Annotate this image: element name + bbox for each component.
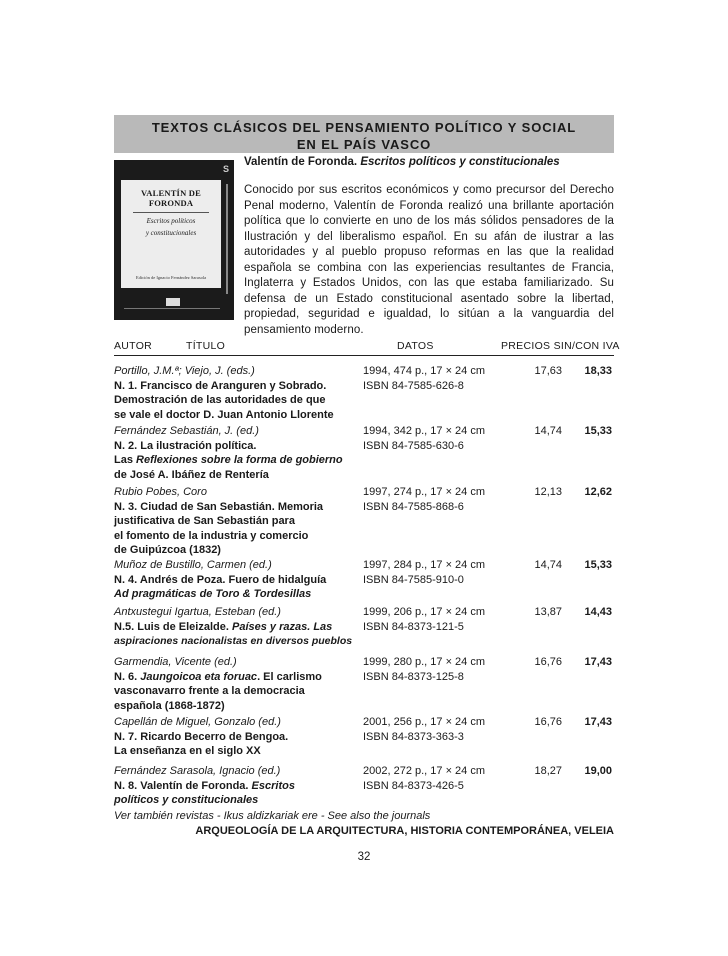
entry-info <box>114 485 359 558</box>
entry-datos <box>363 364 503 393</box>
entry-price-con-iva: 19,00 <box>584 765 612 777</box>
entry-datos <box>363 605 503 634</box>
entry-datos <box>363 485 503 514</box>
entry-title-line: se vale el doctor D. Juan Antonio Llorente <box>114 408 334 421</box>
entry-title-line: La enseñanza en el siglo XX <box>114 745 261 758</box>
entry-isbn: ISBN 84-7585-910-0 <box>363 573 464 586</box>
entry-title-part: N.5. Luis de Eleizalde. <box>114 620 232 633</box>
entry-title-line: de José A. Ibáñez de Rentería <box>114 468 269 481</box>
entry-edition: 1999, 206 p., 17 × 24 cm <box>363 606 486 618</box>
entry-title-line: española (1868-1872) <box>114 699 225 712</box>
cover-editor: Edición de Ignacio Fernández Sarasola <box>135 275 207 280</box>
entry-title-italic: Ad pragmáticas de Toro & Tordesillas <box>114 588 312 601</box>
entry-price-sin-iva: 16,76 <box>534 716 562 728</box>
entry-title-line: N. 7. Ricardo Becerro de Bengoa. <box>114 730 289 743</box>
entry-edition: 1999, 280 p., 17 × 24 cm <box>363 656 486 668</box>
entry-title-italic: Jaungoicoa eta foruac <box>140 670 258 683</box>
entry-info <box>114 424 359 482</box>
cover-subtitle-1: Escritos políticos <box>146 217 196 225</box>
entry-title-line <box>114 670 359 685</box>
entry-edition: 2001, 256 p., 17 × 24 cm <box>363 716 486 728</box>
cover-subtitle-2: y constitucionales <box>145 229 197 237</box>
entry-price-sin-iva: 18,27 <box>534 765 562 777</box>
entry-price-sin-iva: 14,74 <box>534 425 562 437</box>
entry-author: Fernández Sebastián, J. (ed.) <box>114 425 259 437</box>
entry-isbn: ISBN 84-8373-121-5 <box>363 620 464 633</box>
entry-price-sin-iva: 14,74 <box>534 559 562 571</box>
entry-datos <box>363 558 503 587</box>
entry-price-sin-iva: 13,87 <box>534 606 562 618</box>
column-datos: DATOS <box>397 340 434 352</box>
entry-title-line: N. 3. Ciudad de San Sebastián. Memoria <box>114 500 324 513</box>
entry-title-line: N. 4. Andrés de Poza. Fuero de hidalguía <box>114 573 327 586</box>
book-author: Valentín de Foronda. <box>244 156 358 168</box>
entry-title-part: N. 6. <box>114 670 141 683</box>
entry-info <box>114 655 359 713</box>
entry-title-line: N. 1. Francisco de Aranguren y Sobrado. <box>114 379 327 392</box>
entry-price-con-iva: 18,33 <box>584 365 612 377</box>
cover-footer-line <box>124 308 220 309</box>
entry-price-sin-iva: 16,76 <box>534 656 562 668</box>
entry-author: Portillo, J.M.ª; Viejo, J. (eds.) <box>114 365 255 377</box>
book-cover-image <box>114 160 234 320</box>
column-precios: PRECIOS SIN/CON IVA <box>501 340 620 352</box>
entry-info <box>114 364 359 422</box>
entry-datos <box>363 764 503 793</box>
entry-edition: 1997, 284 p., 17 × 24 cm <box>363 559 486 571</box>
entry-price-con-iva: 12,62 <box>584 486 612 498</box>
entry-title-line: vasconavarro frente a la democracia <box>114 685 305 698</box>
entry-title-line <box>114 620 359 635</box>
entry-isbn: ISBN 84-7585-626-8 <box>363 379 464 392</box>
cover-spine <box>223 164 231 314</box>
column-autor: AUTOR <box>114 340 153 352</box>
entry-price-con-iva: 15,33 <box>584 425 612 437</box>
entry-price-sin-iva: 12,13 <box>534 486 562 498</box>
entry-isbn: ISBN 84-8373-426-5 <box>363 779 464 792</box>
cover-spine-text <box>226 184 228 294</box>
entry-isbn: ISBN 84-8373-125-8 <box>363 670 464 683</box>
see-also-note: Ver también revistas - Ikus aldizkariak ere - See also the journals <box>114 810 431 822</box>
entry-title-line <box>114 793 359 808</box>
entry-title-italic: Escritos <box>251 779 295 792</box>
table-divider <box>114 355 614 356</box>
entry-price-con-iva: 17,43 <box>584 716 612 728</box>
entry-datos <box>363 715 503 744</box>
cover-publisher <box>124 304 220 310</box>
entry-isbn: ISBN 84-8373-363-3 <box>363 730 464 743</box>
entry-author: Muñoz de Bustillo, Carmen (ed.) <box>114 559 272 571</box>
entry-title-italic: Países y razas. Las <box>231 620 333 633</box>
entry-title-line: justificativa de San Sebastián para <box>114 515 295 528</box>
journals-list: ARQUEOLOGÍA DE LA ARQUITECTURA, HISTORIA CONTEMPORÁNEA, VELEIA <box>195 825 614 837</box>
book-heading <box>244 156 560 168</box>
entry-info <box>114 764 359 808</box>
cover-title: VALENTÍN DE FORONDA <box>141 188 201 208</box>
book-description: Conocido por sus escritos económicos y como precursor del Derecho Penal moderno, Valentín de Foronda realizó una brillante aportación política que lo convierte en uno de los más sólidos pensadores de la Ilustración y del liberalismo español. En su afán de ilustrar a las autoridades y al pueblo propuso reformas en las que la realidad española se combina con las experiencias resultantes de Francia, Inglaterra y Estados Unidos, con las que estaba familiarizado. Su defensa de un Estado constitucional asentado sobre la libertad, propiedad, seguridad e igualdad, lo sitúan a la vanguardia del pensamiento moderno. <box>244 184 614 336</box>
entry-title-italic: aspiraciones nacionalistas en diversos pueblos <box>114 635 353 648</box>
entry-edition: 2002, 272 p., 17 × 24 cm <box>363 765 486 777</box>
entry-author: Fernández Sarasola, Ignacio (ed.) <box>114 765 281 777</box>
entry-datos <box>363 655 503 684</box>
entry-edition: 1994, 474 p., 17 × 24 cm <box>363 365 486 377</box>
entry-title-line: el fomento de la industria y comercio <box>114 529 309 542</box>
entry-title-line: Demostración de las autoridades de que <box>114 394 326 407</box>
entry-title-line <box>114 453 359 468</box>
series-title-line-2: EN EL PAÍS VASCO <box>296 137 432 152</box>
entry-author: Capellán de Miguel, Gonzalo (ed.) <box>114 716 281 728</box>
entry-title-line: de Guipúzcoa (1832) <box>114 544 221 557</box>
cover-panel <box>121 180 221 288</box>
cover-rule <box>133 212 209 213</box>
entry-price-con-iva: 14,43 <box>584 606 612 618</box>
page-number: 32 <box>357 851 371 863</box>
entry-price-con-iva: 15,33 <box>584 559 612 571</box>
entry-price-sin-iva: 17,63 <box>534 365 562 377</box>
entry-title-part: . El carlismo <box>257 670 322 683</box>
series-header <box>114 115 614 153</box>
entry-title-part: Las <box>114 454 137 467</box>
entry-title-line <box>114 779 359 794</box>
publisher-logo-icon <box>166 298 180 306</box>
entry-title-line <box>114 587 359 602</box>
entry-title-line: N. 2. La ilustración política. <box>114 439 257 452</box>
entry-author: Antxustegui Igartua, Esteban (ed.) <box>114 606 281 618</box>
entry-edition: 1997, 274 p., 17 × 24 cm <box>363 486 486 498</box>
column-titulo: TÍTULO <box>186 340 226 352</box>
entry-info <box>114 715 359 759</box>
entry-author: Garmendia, Vicente (ed.) <box>114 656 237 668</box>
entry-title-line <box>114 634 359 649</box>
cover-spine-letter: S <box>223 164 230 174</box>
entry-title-italic: Reflexiones sobre la forma de gobierno <box>136 454 343 467</box>
entry-title-part: N. 8. Valentín de Foronda. <box>114 779 252 792</box>
entry-info <box>114 558 359 602</box>
entry-author: Rubio Pobes, Coro <box>114 486 207 498</box>
entry-isbn: ISBN 84-7585-630-6 <box>363 439 464 452</box>
entry-title-italic: políticos y constitucionales <box>114 794 259 807</box>
entry-price-con-iva: 17,43 <box>584 656 612 668</box>
entry-datos <box>363 424 503 453</box>
entry-isbn: ISBN 84-7585-868-6 <box>363 500 464 513</box>
entry-info <box>114 605 359 649</box>
book-title: Escritos políticos y constitucionales <box>360 156 560 168</box>
series-title-line-1: TEXTOS CLÁSICOS DEL PENSAMIENTO POLÍTICO Y SOCIAL <box>151 120 577 135</box>
entry-edition: 1994, 342 p., 17 × 24 cm <box>363 425 486 437</box>
